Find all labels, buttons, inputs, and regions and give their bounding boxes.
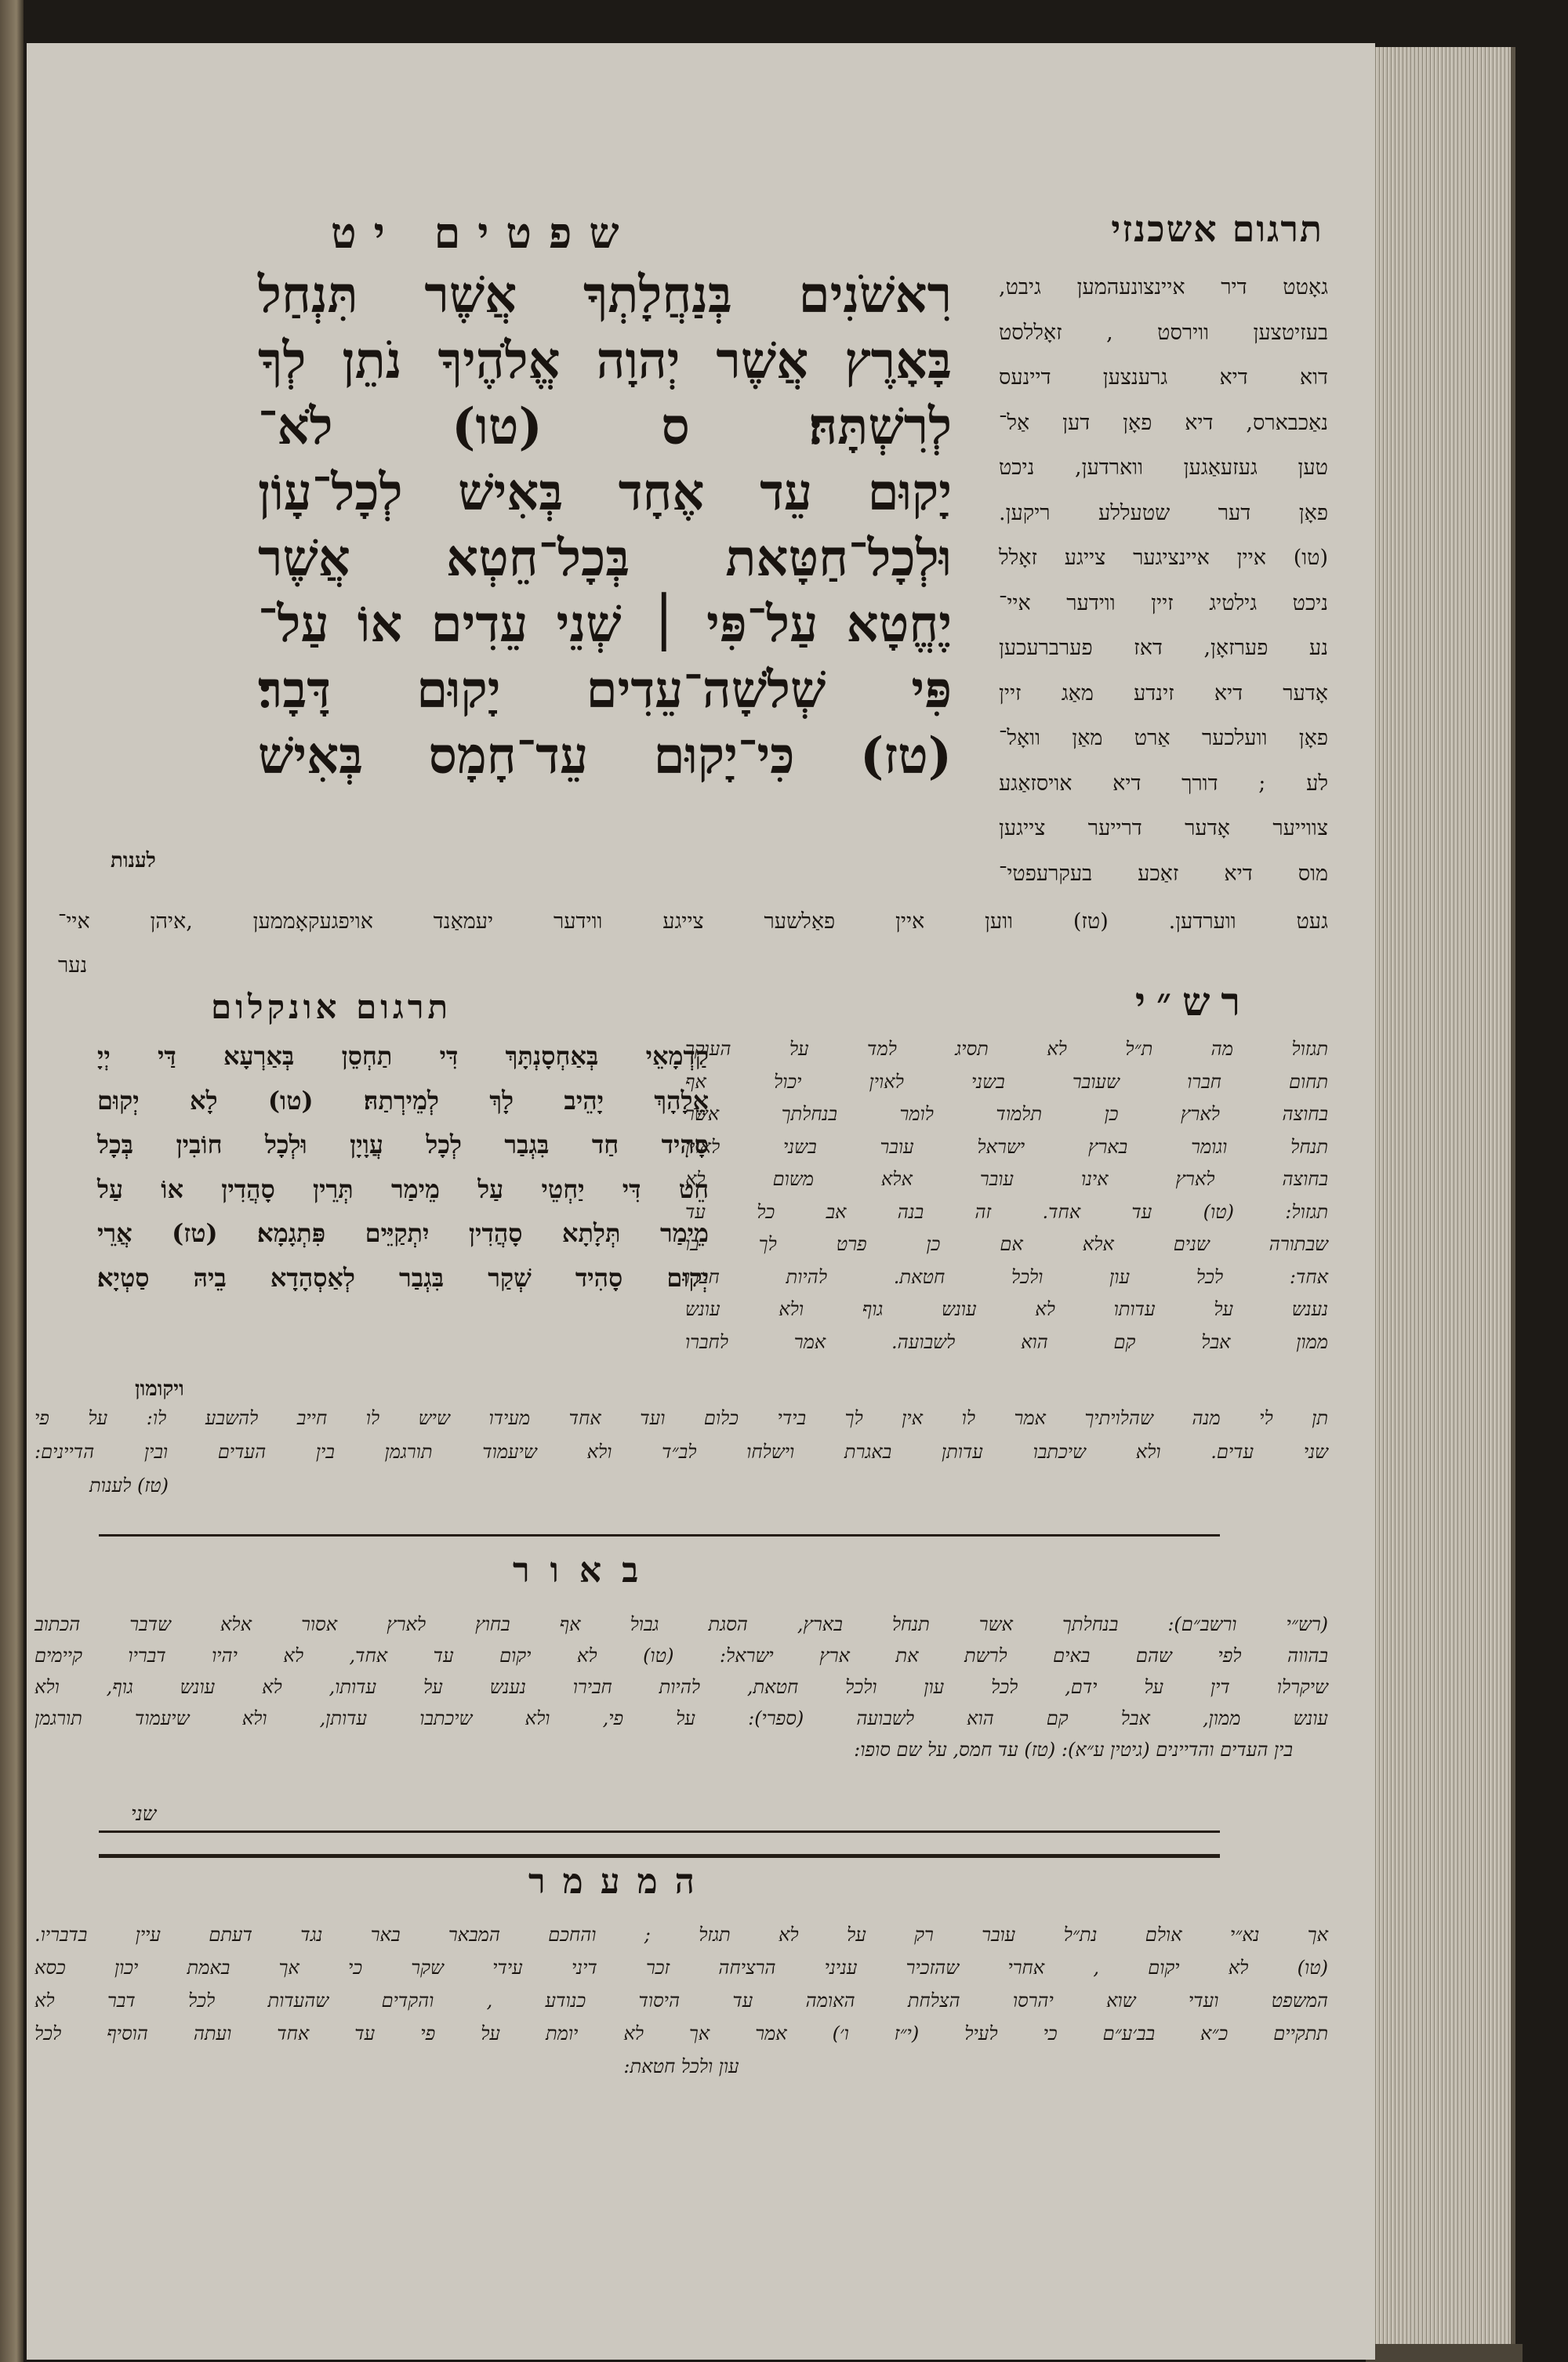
rashi-line: אחד: לכל עון ולכל חטאת. להיות חברו	[685, 1265, 1328, 1288]
onkelos-line: מֵימַר תְּלָתָא סָהֲדִין יִתְקַיֵּים פִּתְגָמָא׃ (טז) אֲרֵי	[97, 1218, 709, 1248]
hebrew-line: לְרִשְׁתָּהּ׃ ס (טו) לֹא־	[258, 397, 952, 456]
running-header-right: תרגום אשכנזי	[1111, 208, 1323, 250]
section-divider	[99, 1830, 1220, 1833]
hebrew-line: וּלְכָל־חַטָּאת בְּכָל־חֵטְא אֲשֶׁר	[258, 529, 952, 588]
ashkenazi-catchword: נער	[58, 953, 88, 978]
onkelos-line: חֵט דִּי יַחְטֵי עַל מֵימַר תְּרֵין סָהֲדִין אוֹ עַל	[97, 1174, 709, 1204]
hameamer-line: תתקיים כ״א בב׳ע״ם כי לעיל (י״ז ו׳) אמר אך לא יומת על פי עד אחד ועתה הוסיף לכל	[34, 2023, 1328, 2045]
rashi-line: שבתורה שנים אלא אם כן פרט לך בו	[685, 1233, 1328, 1255]
rashi-line: תגזול מה ת״ל לא תסיג למד על העוקר	[685, 1038, 1328, 1060]
page-edges	[1366, 47, 1515, 2360]
beur-line: עונש ממון, אבל קם הוא לשבועה (ספרי): על פי, ולא שיכתבו עדותן, ולא שיעמוד תורגמן	[34, 1707, 1329, 1729]
ashkenazi-line: ניכט גילטיג זיין ווידער איי־	[999, 590, 1328, 615]
hameamer-line: המשפט ועדי שוא יהרסו הצלחת האומה עד היסוד כנודע , והקדים שהעדות לכל דבר לא	[34, 1990, 1328, 2012]
rashi-line: תגזול: (טו) עד אחד. זה בנה אב כל עד	[685, 1200, 1328, 1223]
ashkenazi-line: דוא דיא גרענצען דיינעס	[999, 365, 1328, 390]
ashkenazi-line: טען געזעאַגען ווארדען, ניכט	[999, 455, 1328, 480]
hebrew-main-text	[258, 263, 952, 789]
onkelos-line: אֱלָהָךְ יָהֵיב לָךְ לְמֵירְתַהּ׃ (טו) לָא יְקוּם	[97, 1085, 709, 1116]
rashi-line: בחוצה לארץ אינו עובר אלא משום לא	[685, 1168, 1328, 1190]
hameamer-section	[34, 1918, 1328, 2083]
ashkenazi-line: גאָטט דיר איינצונעהמען גיבט,	[999, 275, 1328, 299]
book-page	[27, 43, 1375, 2360]
hebrew-line: פִּי שְׁלֹשָׁה־עֵדִים יָקוּם דָּבָר׃	[258, 661, 952, 720]
catchword-hebrew: לענות	[111, 849, 156, 873]
ashkenazi-line: צווייער אָדער דרייער צייגען	[999, 816, 1328, 840]
catchword-onkelos: ויקומון	[135, 1377, 184, 1401]
hameamer-line: אך נא״י אולם נת״ל עובר רק על לא תגזל ; והחכם המבאר באר נגד דעתם עיין בדבריו.	[34, 1924, 1328, 1946]
onkelos-line: סָהִיד חַד בִּגְבַר לְכָל עֲוָיָן וּלְכָל חוֹבִין בְּכָל	[97, 1130, 709, 1159]
ashkenazi-line: אָדער דיא זינדע מאַג זיין	[999, 680, 1328, 706]
hebrew-line: רִאשֹׁנִים בְּנַחֲלָתְךָ אֲשֶׁר תִּנְחַל	[258, 266, 952, 325]
hebrew-line: (טז) כִּי־יָקוּם עֵד־חָמָס בְּאִישׁ	[258, 727, 952, 786]
onkelos-column	[97, 1034, 709, 1300]
hameamer-line: (טו) לא יקום , אחרי שהזכיר עניני הרציחה זכר דיני עידי שקר כי אך באמת יכון כסא	[34, 1957, 1328, 1979]
ashkenazi-line: לע ; דורך דיא אויסזאַגע	[999, 771, 1328, 796]
section-divider	[99, 1534, 1220, 1537]
ashkenazi-line: נע פערזאָן, דאז פערברעכען	[999, 636, 1328, 660]
rashi-catchword: (טז) לענות	[89, 1475, 169, 1497]
beur-line: בהווה לפי שהם באים לרשת את ארץ ישראל: (טו) לא יקום עד אחד, לא יהיו דבריו קיימים	[34, 1645, 1328, 1667]
onkelos-line: יְקוּם סָהִיד שְׁקַר בִּגְבַר לְאַסְהָדָא בֵיהּ סַטְיָא׃	[97, 1262, 709, 1293]
ashkenazi-line: בעזיטצען ווירסט , זאָללסט	[999, 320, 1328, 345]
rashi-title: רש״י	[1134, 978, 1251, 1025]
hebrew-line: בָּאָרֶץ אֲשֶׁר יְהוָה אֱלֹהֶיךָ נֹתֵן לְךָ	[258, 332, 952, 390]
ashkenazi-wide-line: געט ווערדען. (טז) ווען איין פאַלשער צייגע ווידער יעמאַנד אויפגעקאָממען ,איהן איי־	[58, 909, 1328, 934]
rashi-cont-line: שני עדים. ולא שיכתבו עדותן באגרת וישלחו לב״ד ולא שיעמוד תורגמן בין העדים ובין הדיינים:	[34, 1441, 1328, 1463]
ashkenazi-line: נאַכבארס, דיא פאָן דען אַל־	[999, 410, 1328, 435]
onkelos-line: קַדְמָאֵי בְּאַחְסָנְתָּךְ דִּי תַחְסֵן בְּאַרְעָא דַּי יְיָ	[97, 1041, 709, 1071]
hebrew-line: יֶחֱטָא עַל־פִּי ׀ שְׁנֵי עֵדִים אוֹ עַל־	[258, 595, 952, 654]
rashi-line: תחום חברו שעובר בשני לאוין יכול אף	[685, 1070, 1328, 1093]
rashi-continuation	[34, 1402, 1328, 1503]
beur-section	[34, 1609, 1328, 1765]
rashi-line: בחוצה לארץ כן תלמוד לומר בנחלתך אשר	[685, 1103, 1328, 1125]
ashkenazi-wide-continuation	[58, 900, 1328, 988]
left-page-edge	[0, 0, 24, 2362]
section-divider-thick	[99, 1854, 1220, 1858]
rashi-line: נענש על עדותו לא עונש גוף ולא עונש	[685, 1298, 1328, 1320]
book-cover-bottom	[1366, 2344, 1523, 2362]
ashkenazi-line: מוס דיא זאַכע בעקרעפטי־	[999, 861, 1328, 886]
beur-line: בין העדים והדיינים (גיטין ע״א): (טז) עד חמס, על שם סופו:	[854, 1739, 1293, 1761]
running-header-left: שפטים יט	[331, 208, 637, 258]
ashkenazi-line: (טו) איין איינציגער צייגע זאָלל	[999, 546, 1328, 570]
rashi-column	[685, 1033, 1328, 1359]
beur-line: שיקרלו דין על ידם, לכל עון ולכל חטאת, להיות חבירו נענש על עדותו, לא עונש גוף, ולא	[34, 1676, 1328, 1698]
catchword-beur: שני	[131, 1802, 157, 1825]
ashkenazi-translation-column	[999, 265, 1328, 896]
ashkenazi-line: פאָן וועלכער אַרט מאַן וואָל־	[999, 726, 1328, 750]
hameamer-title: המעמר	[528, 1862, 712, 1902]
hameamer-line: עון ולכל חטאת:	[623, 2055, 739, 2077]
hebrew-line: יָקוּם עֵד אֶחָד בְּאִישׁ לְכָל־עָוֹן	[258, 463, 952, 522]
beur-line: (רש״י ורשב״ם): בנחלתך אשר תנחל בארץ, הסגת גבול אף בחוץ לארץ אסור אלא שדבר הכתוב	[34, 1613, 1328, 1635]
ashkenazi-line: פאָן דער שטעללע ריקען.	[999, 500, 1328, 525]
rashi-cont-line: תן לי מנה שהלויתיך אמר לו אין לך בידי כלום ועד אחד מעידו שיש לו חייב להשבע לו: על פי	[34, 1407, 1328, 1429]
rashi-line: ממון אבל קם הוא לשבועה. אמר לחברו	[685, 1330, 1328, 1353]
beur-title: באור	[513, 1551, 659, 1591]
rashi-line: תנחל וגומר בארץ ישראל עובר בשני לאוין	[685, 1135, 1328, 1158]
onkelos-title: תרגום אונקלום	[211, 988, 452, 1026]
